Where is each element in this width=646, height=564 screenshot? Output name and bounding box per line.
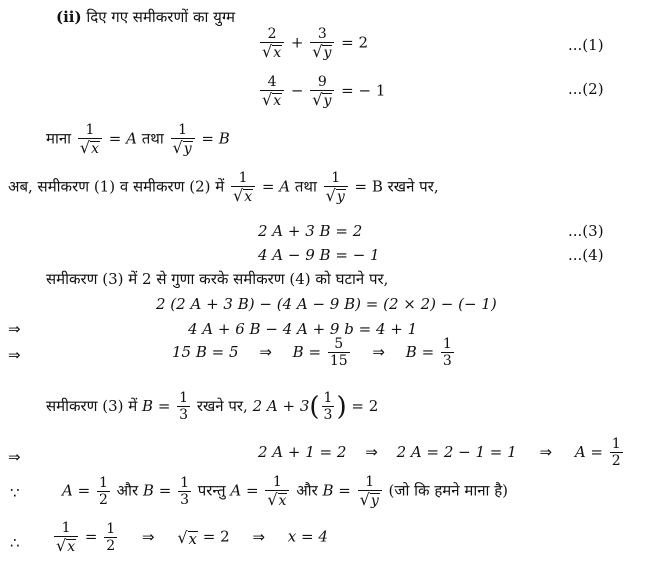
because-symbol: ∵: [10, 484, 20, 502]
equation-1: 2 √ x + 3 √ y = 2: [262, 26, 369, 61]
step-simplify: 4 A + 6 B − 4 A + 9 b = 4 + 1: [188, 320, 418, 338]
equation-2-tag: ...(2): [568, 80, 604, 98]
equation-3-tag: ...(3): [568, 222, 604, 240]
therefore-symbol: ∴: [10, 534, 20, 552]
equation-3: 2 A + 3 B = 2: [258, 222, 363, 240]
problem-label: (ii): [56, 8, 82, 26]
sqrt-x: √ x: [262, 42, 282, 61]
implies-arrow: ⇒: [8, 346, 21, 364]
step-solve-a: 2 A + 1 = 2 ⇒ 2 A = 2 − 1 = 1 ⇒ A = $\frac{1}{2}$: [258, 436, 621, 469]
fraction-3-over-root-y: 3 √ y: [310, 26, 334, 61]
sqrt-y: √ y: [312, 42, 332, 61]
fraction-9-over-root-y: 9 √ y: [310, 74, 334, 109]
equation-1-tag: ...(1): [568, 36, 604, 54]
step-expansion: 2 (2 A + 3 B) − (4 A − 9 B) = (2 × 2) − (− 1): [156, 295, 497, 313]
fraction-4-over-root-x: 4 √ x: [260, 74, 284, 109]
step-solve-b: 15 B = 5 ⇒ B = $\frac{5}{15}$ ⇒ B = $\frac{1}{3}$: [172, 336, 452, 369]
step-relation: A = $\frac{1}{2}$ और B = $\frac{1}{3}$ परन्तु A = 1 √ x और B = 1 √ y (जो कि हमने माना है): [62, 474, 509, 509]
equation-2: 4 √ x − 9 √ y = − 1: [262, 74, 386, 109]
equation-4-tag: ...(4): [568, 246, 604, 264]
fraction-2-over-root-x: 2 √ x: [260, 26, 284, 61]
equation-4: 4 A − 9 B = − 1: [258, 246, 380, 264]
implies-arrow: ⇒: [8, 320, 21, 338]
step-final: 1 √ x = $\frac{1}{2}$ ⇒ √ x = 2 ⇒ x = 4: [56, 520, 328, 555]
substitution-line: अब, समीकरण (1) व समीकरण (2) में 1 √ x = A तथा 1 √ y = B रखने पर,: [8, 170, 439, 205]
step-substitute-b: समीकरण (3) में B = $\frac{1}{3}$ रखने पर, 2 A + 3( $\frac{1}{3}$ ) = 2: [46, 390, 379, 423]
problem-intro: दिए गए समीकरणों का युग्म: [86, 8, 236, 26]
implies-arrow: ⇒: [8, 448, 21, 466]
step-multiply-subtract: समीकरण (3) में 2 से गुणा करके समीकरण (4) को घटाने पर,: [46, 270, 389, 288]
problem-intro-line: [56, 8, 235, 26]
assumption-line: माना 1 √ x = A तथा 1 √ y = B: [46, 122, 230, 157]
